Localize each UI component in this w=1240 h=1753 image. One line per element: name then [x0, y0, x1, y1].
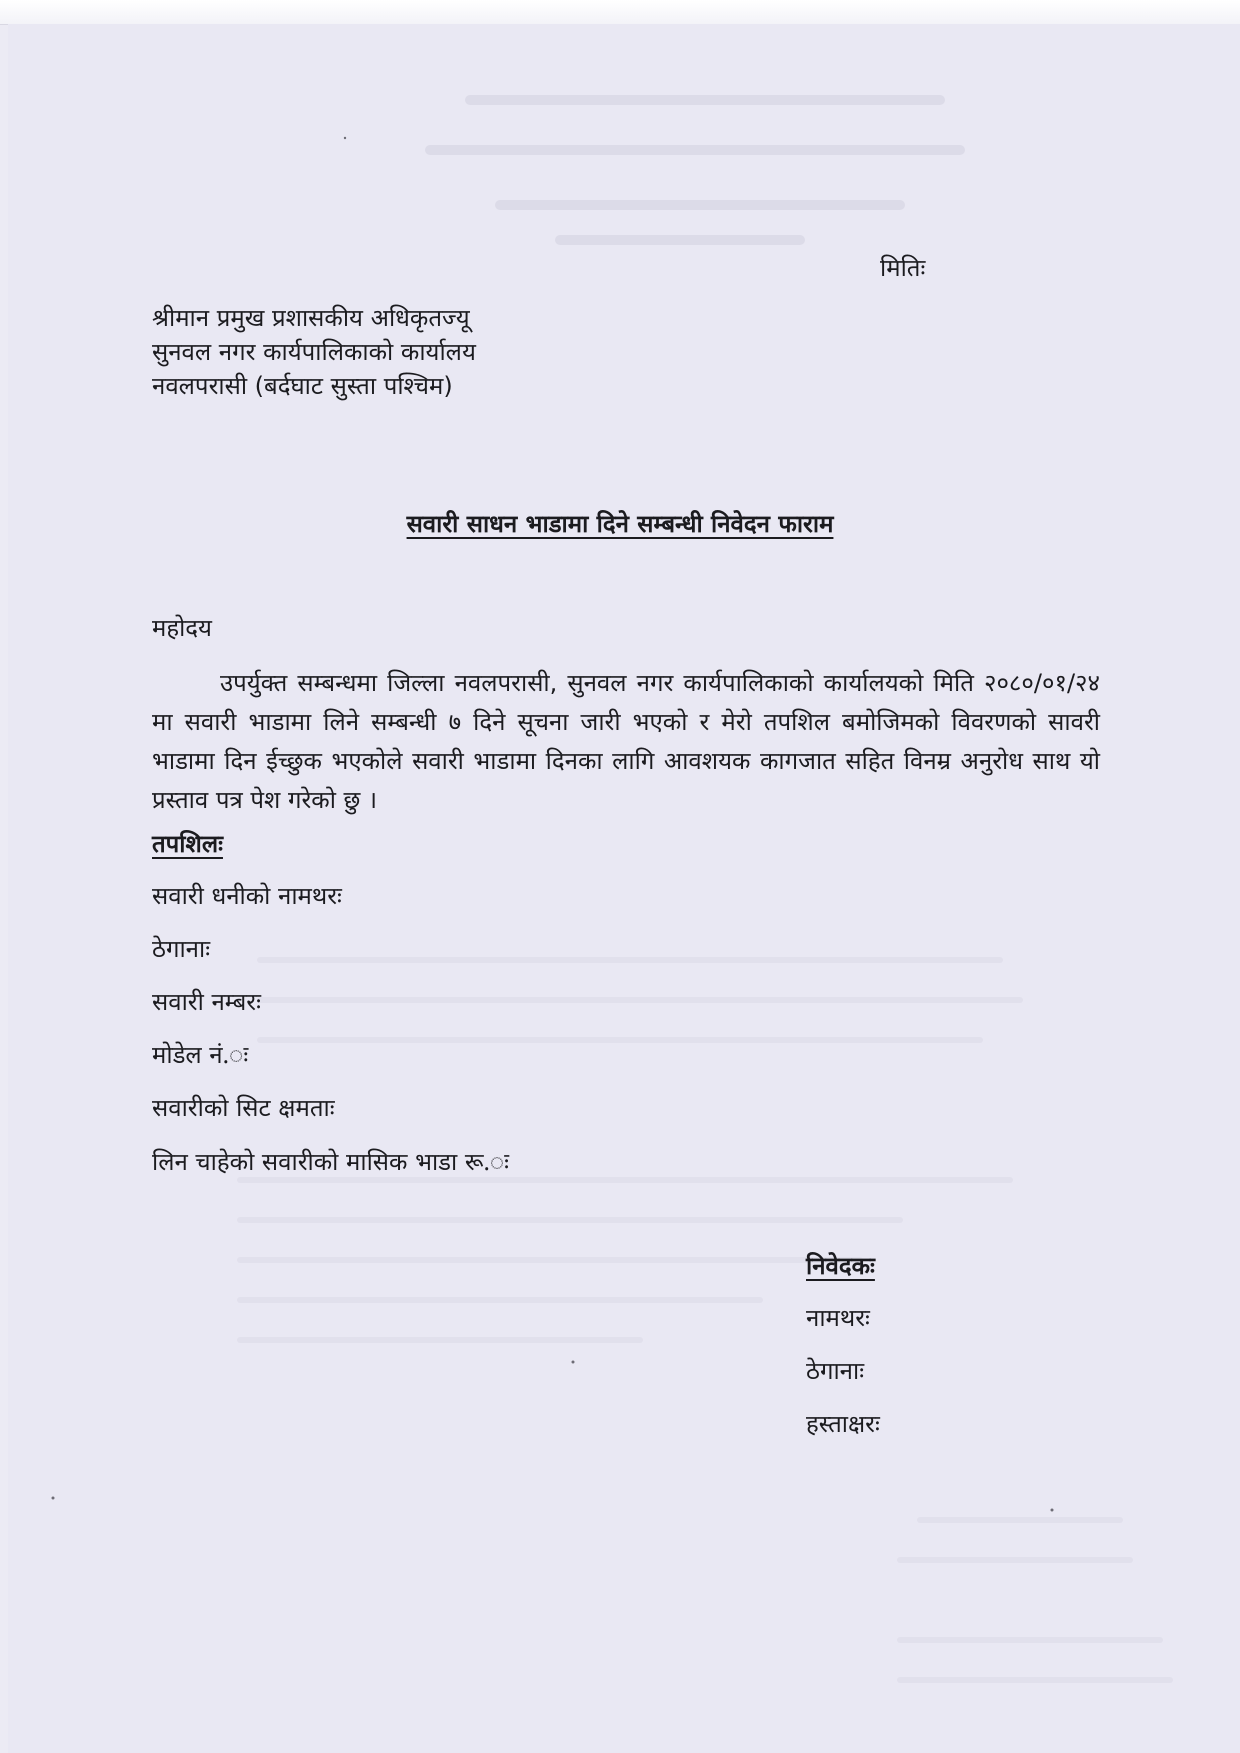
- details-heading-text: तपशिलः: [152, 830, 223, 858]
- details-heading: [152, 828, 223, 860]
- applicant-heading: [806, 1250, 875, 1282]
- applicant-signature-field: हस्ताक्षरः: [806, 1410, 880, 1438]
- applicant-name-field: नामथरः: [806, 1304, 870, 1332]
- applicant-address-field: ठेगानाः: [806, 1357, 865, 1385]
- addressee-line-1: श्रीमान प्रमुख प्रशासकीय अधिकृतज्यू: [152, 304, 470, 332]
- field-owner-name: सवारी धनीको नामथरः: [152, 882, 342, 910]
- date-label: मितिः: [880, 254, 926, 282]
- field-vehicle-number: सवारी नम्बरः: [152, 988, 261, 1016]
- subject-text: सवारी साधन भाडामा दिने सम्बन्धी निवेदन फाराम: [406, 510, 834, 538]
- field-model-number: मोडेल नं.ः: [152, 1041, 249, 1069]
- field-monthly-rent: लिन चाहेको सवारीको मासिक भाडा रू.ः: [152, 1148, 510, 1176]
- addressee-line-2: सुनवल नगर कार्यपालिकाको कार्यालय: [152, 338, 476, 366]
- subject-heading: [0, 508, 1240, 540]
- field-address: ठेगानाः: [152, 935, 211, 963]
- applicant-heading-text: निवेदकः: [806, 1252, 875, 1280]
- salutation: महोदय: [152, 614, 212, 642]
- addressee-line-3: नवलपरासी (बर्दघाट सुस्ता पश्चिम): [152, 372, 453, 400]
- field-seat-capacity: सवारीको सिट क्षमताः: [152, 1094, 335, 1122]
- body-paragraph: उपर्युक्त सम्बन्धमा जिल्ला नवलपरासी, सुनवल नगर कार्यपालिकाको कार्यालयको मिति २०८०/०१/२४ मा सवारी भाडामा लिने सम्बन्धी ७ दिने सूचना जारी भएको र मेरो तपशिल बमोजिमको विवरणको सावरी भाडामा दिन ईच्छुक भएकोले सवारी भाडामा दिनका लागि आवशयक कागजात सहित विनम्र अनुरोध साथ यो प्रस्ताव पत्र पेश गरेको छु ।: [152, 669, 1100, 814]
- scan-top-edge: [0, 0, 1240, 25]
- addressee-block: [152, 302, 476, 404]
